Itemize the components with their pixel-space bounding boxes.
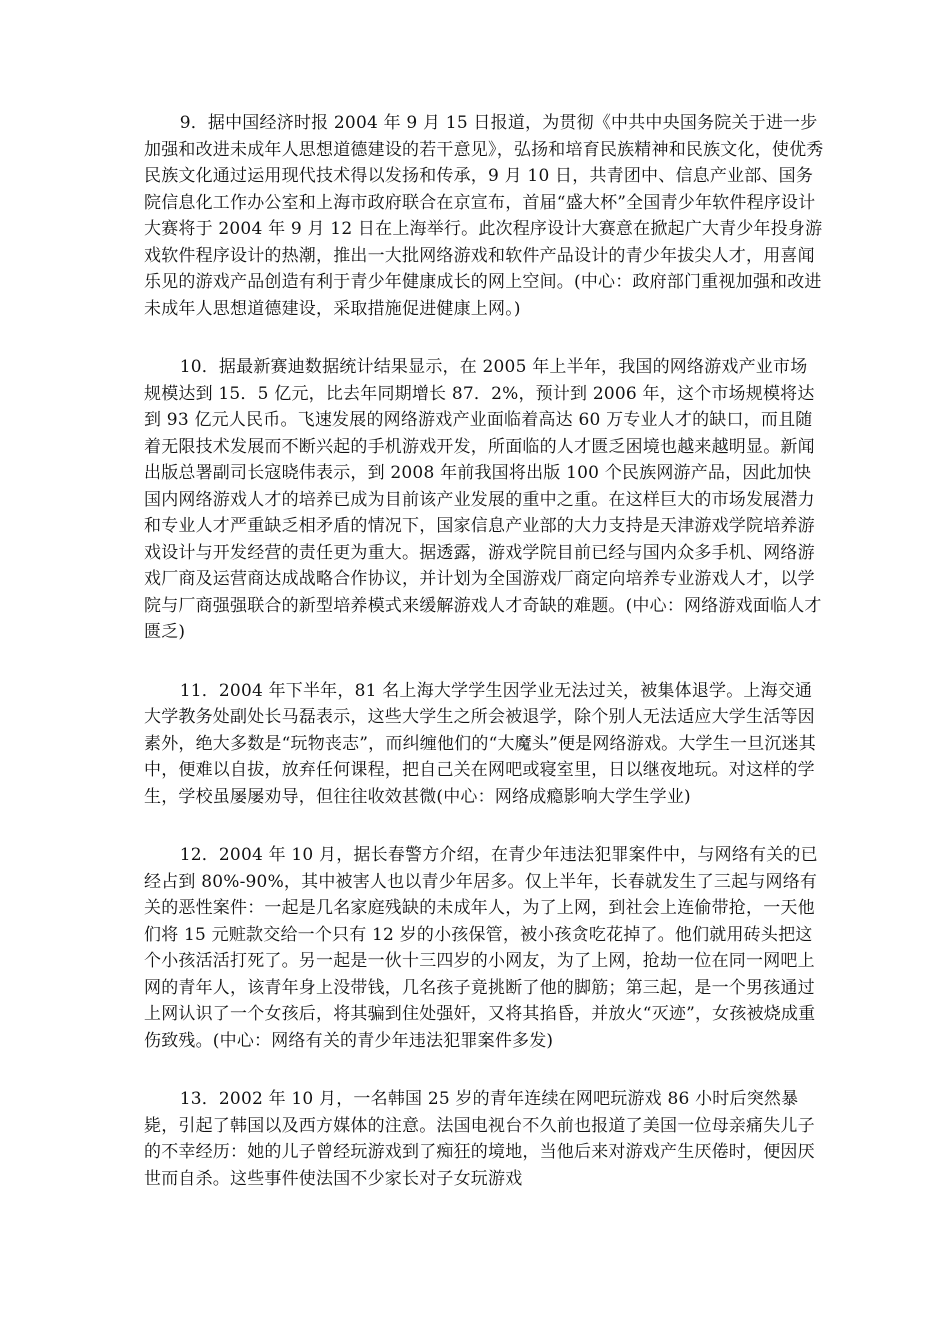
paragraph-11: 11．2004 年下半年，81 名上海大学学生因学业无法过关，被集体退学。上海交通大学教务处副处长马磊表示，这些大学生之所会被退学，除个别人无法适应大学生活等因素外，绝大多数是“玩物丧志”，而纠缠他们的“大魔头”便是网络游戏。大学生一旦沉迷其中，便难以自拔，放弃任何课程，把自己关在网吧或寝室里，日以继夜地玩。对这样的学生，学校虽屡屡劝导，但往往收效甚微(中心：网络成瘾影响大学生学业) xyxy=(144,680,816,807)
document-body xyxy=(144,110,824,1192)
paragraph-10: 10．据最新赛迪数据统计结果显示，在 2005 年上半年，我国的网络游戏产业市场规模达到 15．5 亿元，比去年同期增长 87．2%，预计到 2006 年，这个市场规模将达到 93 亿元人民币。飞速发展的网络游戏产业面临着高达 60 万专业人才的缺口，而且随着无限技术发展而不断兴起的手机游戏开发，所面临的人才匮乏困境也越来越明显。新闻出版总署副司长寇晓伟表示，到 2008 年前我国将出版 100 个民族网游产品，因此加快国内网络游戏人才的培养已成为目前该产业发展的重中之重。在这样巨大的市场发展潜力和专业人才严重缺乏相矛盾的情况下，国家信息产业部的大力支持是天津游戏学院培养游戏设计与开发经营的责任更为重大。据透露，游戏学院目前已经与国内众多手机、网络游戏厂商及运营商达成战略合作协议，并计划为全国游戏厂商定向培养专业游戏人才，以学院与厂商强强联合的新型培养模式来缓解游戏人才奇缺的难题。(中心：网络游戏面临人才匮乏) xyxy=(144,357,822,642)
paragraph-12: 12．2004 年 10 月，据长春警方介绍，在青少年违法犯罪案件中，与网络有关的已经占到 80%-90%，其中被害人也以青少年居多。仅上半年，长春就发生了三起与网络有关的恶性案件：一起是几名家庭残缺的未成年人，为了上网，到社会上连偷带抢，一天他们将 15 元赃款交给一个只有 12 岁的小孩保管，被小孩贪吃花掉了。他们就用砖头把这个小孩活活打死了。另一起是一伙十三四岁的小网友，为了上网，抢劫一位在同一网吧上网的青年人，该青年身上没带钱，几名孩子竟挑断了他的脚筋；第三起，是一个男孩通过上网认识了一个女孩后，将其骗到住处强奸，又将其掐昏，并放火“灭迹”，女孩被烧成重伤致残。(中心：网络有关的青少年违法犯罪案件多发) xyxy=(144,845,818,1051)
paragraph-13: 13．2002 年 10 月，一名韩国 25 岁的青年连续在网吧玩游戏 86 小时后突然暴毙，引起了韩国以及西方媒体的注意。法国电视台不久前也报道了美国一位母亲痛失儿子的不幸经历：她的儿子曾经玩游戏到了痴狂的境地，当他后来对游戏产生厌倦时，便因厌世而自杀。这些事件使法国不少家长对子女玩游戏 xyxy=(144,1089,815,1189)
paragraph-9: 9．据中国经济时报 2004 年 9 月 15 日报道，为贯彻《中共中央国务院关于进一步加强和改进未成年人思想道德建设的若干意见》，弘扬和培育民族精神和民族文化，使优秀民族文化通过运用现代技术得以发扬和传承，9 月 10 日，共青团中、信息产业部、国务院信息化工作办公室和上海市政府联合在京宣布，首届“盛大杯”全国青少年软件程序设计大赛将于 2004 年 9 月 12 日在上海举行。此次程序设计大赛意在掀起广大青少年投身游戏软件程序设计的热潮，推出一大批网络游戏和软件产品设计的青少年拔尖人才，用喜闻乐见的游戏产品创造有利于青少年健康成长的网上空间。(中心：政府部门重视加强和改进未成年人思想道德建设，采取措施促进健康上网。) xyxy=(144,113,824,319)
